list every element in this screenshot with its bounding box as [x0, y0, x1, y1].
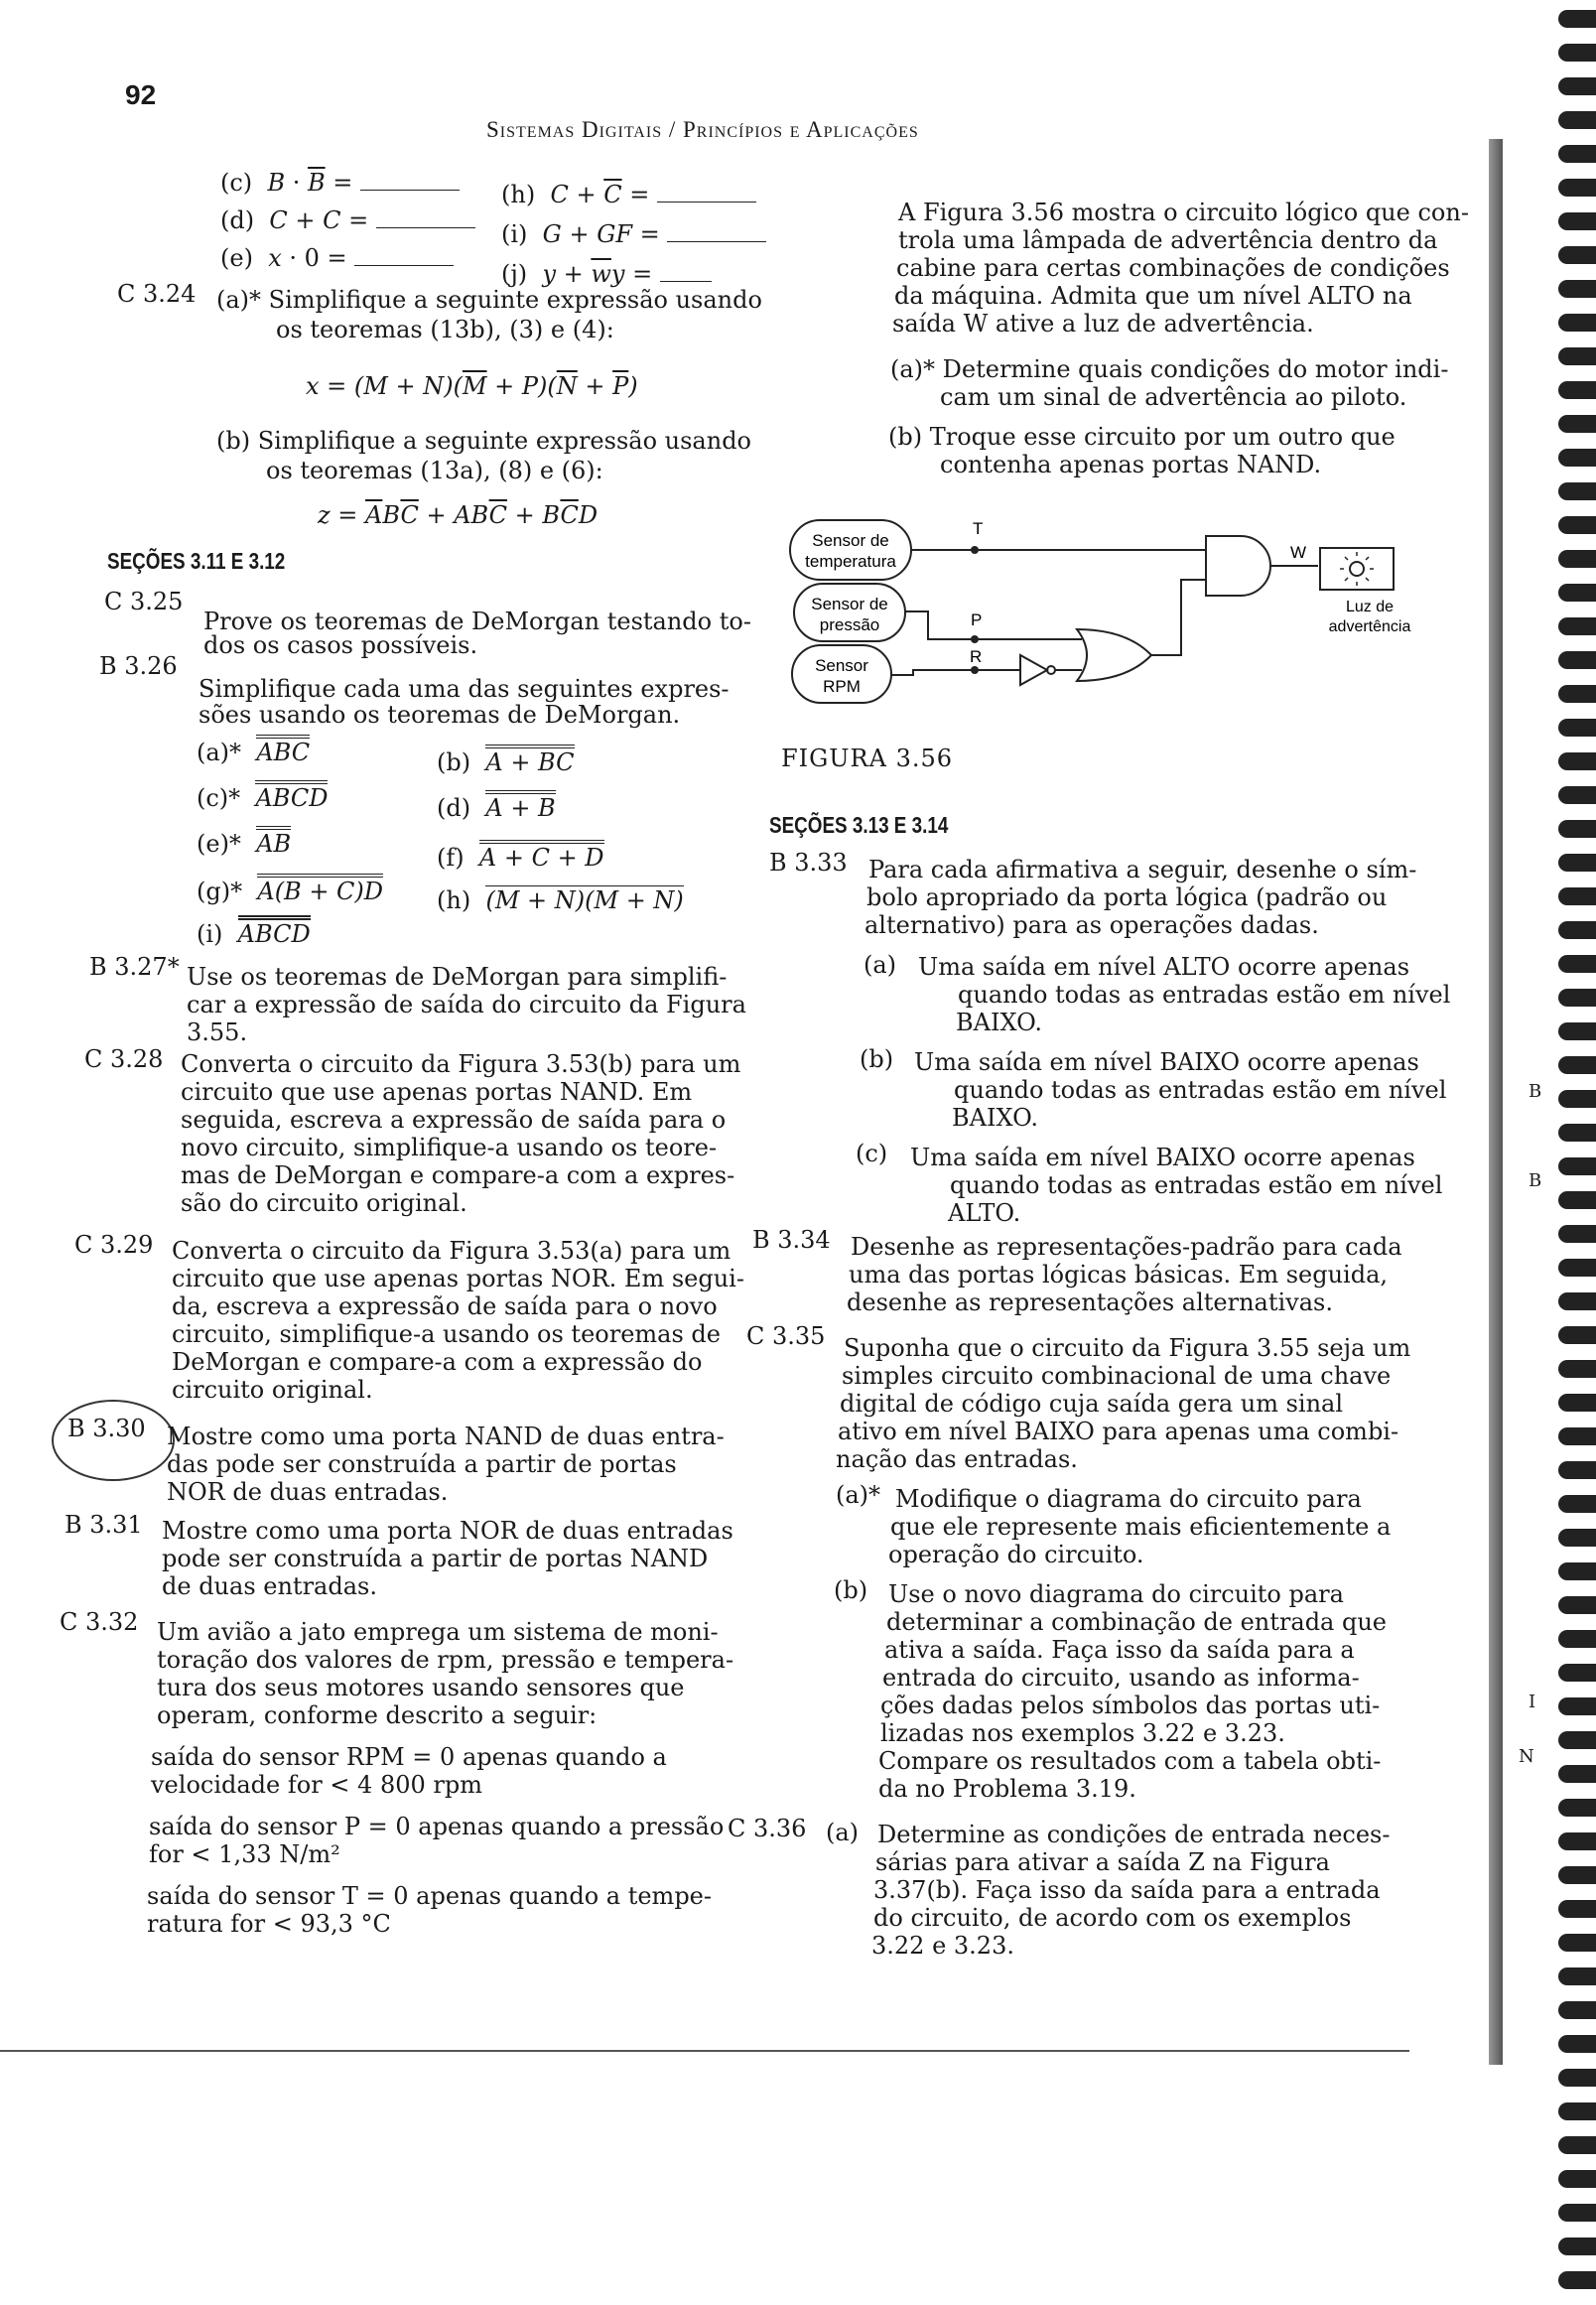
- problem-3-29-line: circuito, simplifique-a usando os teoremas de: [172, 1320, 721, 1348]
- problem-3-29-line: da, escreva a expressão de saída para o novo: [172, 1292, 718, 1320]
- spiral-ring: [1558, 921, 1596, 939]
- spiral-ring: [1558, 381, 1596, 399]
- problem-3-32-code: C 3.32: [60, 1608, 139, 1636]
- spiral-ring: [1558, 1394, 1596, 1412]
- intro-line: saída W ative a luz de advertência.: [892, 310, 1314, 338]
- spiral-ring: [1558, 1495, 1596, 1513]
- p336-line: 3.37(b). Faça isso da saída para a entrada: [873, 1876, 1381, 1904]
- spiral-ring: [1558, 955, 1596, 973]
- problem-3-30-code: B 3.30: [67, 1415, 146, 1442]
- spiral-ring: [1558, 280, 1596, 298]
- figure-caption: FIGURA 3.56: [781, 745, 953, 772]
- problem-3-25-line: Prove os teoremas de DeMorgan testando to-: [203, 608, 751, 635]
- p333b-line: quando todas as entradas estão em nível: [954, 1076, 1447, 1104]
- spiral-ring: [1558, 1697, 1596, 1715]
- spiral-ring: [1558, 1562, 1596, 1580]
- spiral-ring: [1558, 617, 1596, 635]
- spiral-ring: [1558, 1360, 1596, 1378]
- problem-3-35-line: nação das entradas.: [836, 1445, 1078, 1473]
- p333a-line: quando todas as entradas estão em nível: [958, 981, 1451, 1009]
- spiral-ring: [1558, 550, 1596, 568]
- signal-P: P: [971, 610, 983, 629]
- spiral-ring: [1558, 314, 1596, 332]
- problem-3-35-line: ativo em nível BAIXO para apenas uma combi-: [838, 1418, 1399, 1445]
- spiral-ring: [1558, 1022, 1596, 1040]
- p335b-line: lizadas nos exemplos 3.22 e 3.23.: [880, 1719, 1285, 1747]
- problem-3-32-line: tura dos seus motores usando sensores que: [157, 1674, 685, 1701]
- problem-3-24-b2: os teoremas (13a), (8) e (6):: [266, 457, 603, 484]
- p335b-label: (b): [834, 1576, 868, 1604]
- problem-3-31-code: B 3.31: [65, 1511, 143, 1539]
- problem-3-28-code: C 3.28: [84, 1045, 164, 1073]
- sensor-rpm-line: saída do sensor RPM = 0 apenas quando a: [151, 1743, 667, 1771]
- problem-3-31-line: pode ser construída a partir de portas NAND: [162, 1545, 709, 1572]
- sensor-t-line: saída do sensor T = 0 apenas quando a tempe-: [147, 1882, 712, 1910]
- spiral-ring: [1558, 2170, 1596, 2188]
- running-head: Sistemas Digitais / Princípios e Aplicações: [486, 117, 919, 142]
- sensor-t-label-1: Sensor de: [812, 531, 889, 550]
- spiral-ring: [1558, 179, 1596, 197]
- spiral-ring: [1558, 1427, 1596, 1445]
- spiral-ring: [1558, 1191, 1596, 1209]
- page-bottom-rule: [0, 2050, 1409, 2052]
- problem-3-29-line: DeMorgan e compare-a com a expressão do: [172, 1348, 703, 1376]
- spiral-ring: [1558, 347, 1596, 365]
- spiral-ring: [1558, 1461, 1596, 1479]
- margin-letter: B: [1529, 1170, 1542, 1191]
- question-a-line: (a)* Determine quais condições do motor indi-: [890, 355, 1449, 383]
- p335b-line: ativa a saída. Faça isso da saída para a: [884, 1636, 1355, 1664]
- signal-W: W: [1290, 543, 1307, 562]
- p335b-line: entrada do circuito, usando as informa-: [882, 1664, 1360, 1692]
- spiral-ring: [1558, 2136, 1596, 2154]
- sensor-t-label-2: temperatura: [805, 552, 896, 571]
- problem-3-29-code: C 3.29: [74, 1231, 154, 1259]
- demorgan-item-e: (e)* AB: [197, 826, 291, 859]
- question-b-line: (b) Troque esse circuito por um outro que: [888, 423, 1396, 451]
- problem-3-24-b: (b) Simplifique a seguinte expressão usando: [216, 427, 752, 455]
- p333b-label: (b): [860, 1045, 894, 1073]
- problem-3-25-code: C 3.25: [104, 588, 184, 615]
- p336-line: 3.22 e 3.23.: [871, 1932, 1014, 1960]
- p335a-label: (a)*: [836, 1481, 881, 1509]
- spiral-ring: [1558, 212, 1596, 230]
- p335b-line: Compare os resultados com a tabela obti-: [878, 1747, 1382, 1775]
- problem-3-26-line: Simplifique cada uma das seguintes expres-: [199, 675, 730, 703]
- p335b-line: ções dadas pelos símbolos das portas uti-: [880, 1692, 1381, 1719]
- p336-line: do circuito, de acordo com os exemplos: [873, 1904, 1352, 1932]
- problem-3-30-line: das pode ser construída a partir de portas: [167, 1450, 677, 1478]
- sensor-rpm-label-2: RPM: [823, 677, 861, 696]
- problem-3-33-line: alternativo) para as operações dadas.: [864, 911, 1319, 939]
- spiral-ring: [1558, 719, 1596, 737]
- spiral-ring: [1558, 1326, 1596, 1344]
- spiral-ring: [1558, 2271, 1596, 2289]
- problem-3-28-line: novo circuito, simplifique-a usando os teore-: [181, 1134, 718, 1161]
- p333c-line: Uma saída em nível BAIXO ocorre apenas: [910, 1144, 1415, 1171]
- demorgan-item-f: (f) A + C + D: [437, 840, 604, 873]
- spiral-ring: [1558, 145, 1596, 163]
- figure-3-56: [774, 506, 1429, 735]
- spiral-ring: [1558, 584, 1596, 602]
- intro-line: da máquina. Admita que um nível ALTO na: [894, 282, 1412, 310]
- spiral-ring: [1558, 77, 1596, 95]
- problem-3-32-line: operam, conforme descrito a seguir:: [157, 1701, 598, 1729]
- spiral-ring: [1558, 1900, 1596, 1918]
- problem-3-34-line: uma das portas lógicas básicas. Em seguida,: [849, 1261, 1389, 1288]
- problem-3-27-line: Use os teoremas de DeMorgan para simplifi-: [187, 963, 728, 991]
- spiral-ring: [1558, 516, 1596, 534]
- section-heading-3-13: SEÇÕES 3.13 E 3.14: [769, 812, 949, 838]
- spiral-ring: [1558, 887, 1596, 905]
- spiral-ring: [1558, 1596, 1596, 1614]
- sensor-p-label-2: pressão: [819, 615, 880, 634]
- spiral-ring: [1558, 10, 1596, 28]
- problem-3-26-code: B 3.26: [99, 652, 178, 680]
- spiral-ring: [1558, 482, 1596, 500]
- demorgan-item-g: (g)* A(B + C)D: [197, 874, 383, 906]
- question-b-line: contenha apenas portas NAND.: [940, 451, 1322, 478]
- problem-3-30-line: Mostre como uma porta NAND de duas entra-: [167, 1423, 725, 1450]
- p335b-line: da no Problema 3.19.: [878, 1775, 1136, 1803]
- spiral-ring: [1558, 2204, 1596, 2222]
- demorgan-item-b: (b) A + BC: [437, 745, 575, 777]
- problem-3-26-line: sões usando os teoremas de DeMorgan.: [199, 701, 681, 729]
- equation-z: $z = \overline{A}B\overline{C} + AB\overline{C} + B\overline{C}D$: [318, 501, 598, 529]
- item-i: (i) G + GF =: [501, 220, 766, 249]
- problem-3-33-code: B 3.33: [769, 849, 848, 877]
- problem-3-31-line: Mostre como uma porta NOR de duas entradas: [162, 1517, 733, 1545]
- spiral-ring: [1558, 415, 1596, 433]
- spiral-ring: [1558, 1967, 1596, 1985]
- problem-3-34-line: Desenhe as representações-padrão para cada: [851, 1233, 1402, 1261]
- sensor-p-line: for < 1,33 N/m²: [149, 1840, 340, 1868]
- problem-3-29-line: circuito original.: [172, 1376, 373, 1404]
- question-a-line: cam um sinal de advertência ao piloto.: [940, 383, 1407, 411]
- signal-R: R: [970, 647, 983, 666]
- lamp-rays-icon: [1340, 552, 1374, 586]
- spiral-ring: [1558, 1630, 1596, 1648]
- problem-3-35-line: Suponha que o circuito da Figura 3.55 seja um: [844, 1334, 1411, 1362]
- p335b-line: determinar a combinação de entrada que: [886, 1608, 1388, 1636]
- spiral-ring: [1558, 752, 1596, 770]
- problem-3-31-line: de duas entradas.: [162, 1572, 377, 1600]
- lamp-label-2: advertência: [1328, 618, 1411, 635]
- p336-label: (a): [826, 1819, 860, 1846]
- spiral-ring: [1558, 1225, 1596, 1243]
- spiral-ring: [1558, 449, 1596, 467]
- spiral-ring: [1558, 820, 1596, 838]
- p333c-line: ALTO.: [948, 1199, 1021, 1227]
- p333c-line: quando todas as entradas estão em nível: [950, 1171, 1443, 1199]
- spiral-ring: [1558, 989, 1596, 1007]
- problem-3-34-line: desenhe as representações alternativas.: [847, 1288, 1333, 1316]
- demorgan-item-i: (i) ABCD: [197, 915, 311, 949]
- intro-line: cabine para certas combinações de condições: [896, 254, 1450, 282]
- problem-3-28-line: são do circuito original.: [181, 1189, 467, 1217]
- sensor-rpm-line: velocidade for < 4 800 rpm: [151, 1771, 482, 1799]
- page-number: 92: [125, 79, 157, 110]
- spiral-ring: [1558, 1832, 1596, 1850]
- spiral-ring: [1558, 1731, 1596, 1749]
- page-fold-shadow: [1489, 139, 1503, 2065]
- problem-3-36-code: C 3.36: [728, 1815, 807, 1842]
- problem-3-24-a2: os teoremas (13b), (3) e (4):: [276, 316, 614, 343]
- problem-3-28-line: Converta o circuito da Figura 3.53(b) para um: [181, 1050, 741, 1078]
- spiral-ring: [1558, 1866, 1596, 1884]
- spiral-ring: [1558, 1090, 1596, 1108]
- margin-letter: N: [1519, 1746, 1534, 1767]
- item-d: (d) C + C =: [220, 206, 475, 235]
- p335a-line: que ele represente mais eficientemente a: [890, 1513, 1392, 1541]
- p333a-line: BAIXO.: [956, 1009, 1043, 1036]
- spiral-ring: [1558, 2035, 1596, 2053]
- sensor-temperatura: [790, 520, 911, 580]
- sensor-p-label-1: Sensor de: [811, 595, 888, 613]
- margin-letter: B: [1529, 1081, 1542, 1102]
- problem-3-32-line: toração dos valores de rpm, pressão e tempera-: [157, 1646, 734, 1674]
- section-heading-3-11: SEÇÕES 3.11 E 3.12: [107, 548, 286, 574]
- problem-3-29-line: Converta o circuito da Figura 3.53(a) para um: [172, 1237, 732, 1265]
- sensor-rpm-label-1: Sensor: [815, 656, 868, 675]
- spiral-ring: [1558, 2102, 1596, 2120]
- item-c: (c) $B \cdot \overline{B}$ =: [220, 169, 460, 198]
- problem-3-33-line: bolo apropriado da porta lógica (padrão ou: [866, 883, 1388, 911]
- spiral-ring: [1558, 2069, 1596, 2087]
- spiral-ring: [1558, 1259, 1596, 1277]
- problem-3-35-code: C 3.35: [746, 1322, 826, 1350]
- demorgan-item-c: (c)* ABCD: [197, 780, 328, 813]
- spiral-ring: [1558, 786, 1596, 804]
- problem-3-27-line: 3.55.: [187, 1018, 248, 1046]
- signal-T: T: [973, 519, 984, 538]
- spiral-ring: [1558, 1799, 1596, 1817]
- problem-3-28-line: mas de DeMorgan e compare-a com a expres-: [181, 1161, 735, 1189]
- spiral-binding: [1558, 0, 1596, 2305]
- spiral-ring: [1558, 1765, 1596, 1783]
- item-h: (h) $C + \overline{C}$ =: [501, 181, 756, 209]
- p335a-line: operação do circuito.: [888, 1541, 1144, 1568]
- spiral-ring: [1558, 2001, 1596, 2019]
- problem-3-25-line: dos os casos possíveis.: [203, 631, 478, 659]
- equation-x: $x = (M + N)(\overline{M} + P)(\overline{N} + \overline{P})$: [306, 372, 638, 400]
- spiral-ring: [1558, 2237, 1596, 2255]
- item-e: (e) x · 0 =: [220, 244, 454, 273]
- spiral-ring: [1558, 111, 1596, 129]
- p336-line: sárias para ativar a saída Z na Figura: [875, 1848, 1330, 1876]
- p333a-line: Uma saída em nível ALTO ocorre apenas: [918, 953, 1410, 981]
- problem-3-27-code: B 3.27*: [89, 953, 180, 981]
- problem-3-28-line: circuito que use apenas portas NAND. Em: [181, 1078, 693, 1106]
- spiral-ring: [1558, 1529, 1596, 1547]
- p333a-label: (a): [864, 951, 897, 979]
- problem-3-34-code: B 3.34: [752, 1226, 831, 1254]
- p333b-line: Uma saída em nível BAIXO ocorre apenas: [914, 1048, 1419, 1076]
- intro-line: trola uma lâmpada de advertência dentro da: [898, 226, 1438, 254]
- spiral-ring: [1558, 651, 1596, 669]
- p333b-line: BAIXO.: [952, 1104, 1039, 1132]
- spiral-ring: [1558, 1056, 1596, 1074]
- problem-3-28-line: seguida, escreva a expressão de saída para o: [181, 1106, 727, 1134]
- spiral-ring: [1558, 854, 1596, 872]
- sensor-t-line: ratura for < 93,3 °C: [147, 1910, 391, 1938]
- problem-3-33-line: Para cada afirmativa a seguir, desenhe o sím-: [868, 856, 1417, 883]
- problem-3-24-a: (a)* Simplifique a seguinte expressão usando: [216, 286, 762, 314]
- intro-line: A Figura 3.56 mostra o circuito lógico que con-: [898, 199, 1469, 226]
- spiral-ring: [1558, 685, 1596, 703]
- item-j: (j) $y + \overline{w}y$ =: [501, 260, 712, 289]
- problem-3-29-line: circuito que use apenas portas NOR. Em segui-: [172, 1265, 744, 1292]
- spiral-ring: [1558, 1292, 1596, 1310]
- problem-3-35-line: digital de código cuja saída gera um sinal: [840, 1390, 1344, 1418]
- sensor-p-line: saída do sensor P = 0 apenas quando a pressão: [149, 1813, 725, 1840]
- problem-3-30-line: NOR de duas entradas.: [167, 1478, 449, 1506]
- lamp-label-1: Luz de: [1345, 599, 1395, 615]
- problem-3-35-line: simples circuito combinacional de uma chave: [842, 1362, 1392, 1390]
- margin-letter: I: [1529, 1692, 1536, 1712]
- demorgan-item-h: (h) (M + N)(M + N): [437, 886, 684, 914]
- problem-3-32-line: Um avião a jato emprega um sistema de moni-: [157, 1618, 719, 1646]
- spiral-ring: [1558, 246, 1596, 264]
- demorgan-item-a: (a)* ABC: [197, 735, 310, 767]
- p336-line: Determine as condições de entrada neces-: [877, 1821, 1391, 1848]
- problem-3-27-line: car a expressão de saída do circuito da Figura: [187, 991, 746, 1018]
- spiral-ring: [1558, 1124, 1596, 1142]
- p333c-label: (c): [856, 1140, 888, 1167]
- p335b-line: Use o novo diagrama do circuito para: [888, 1580, 1344, 1608]
- spiral-ring: [1558, 44, 1596, 62]
- spiral-ring: [1558, 1664, 1596, 1682]
- spiral-ring: [1558, 1934, 1596, 1952]
- problem-3-24-code: C 3.24: [117, 280, 197, 308]
- demorgan-item-d: (d) A + B: [437, 790, 556, 823]
- spiral-ring: [1558, 1157, 1596, 1175]
- p335a-line: Modifique o diagrama do circuito para: [895, 1485, 1362, 1513]
